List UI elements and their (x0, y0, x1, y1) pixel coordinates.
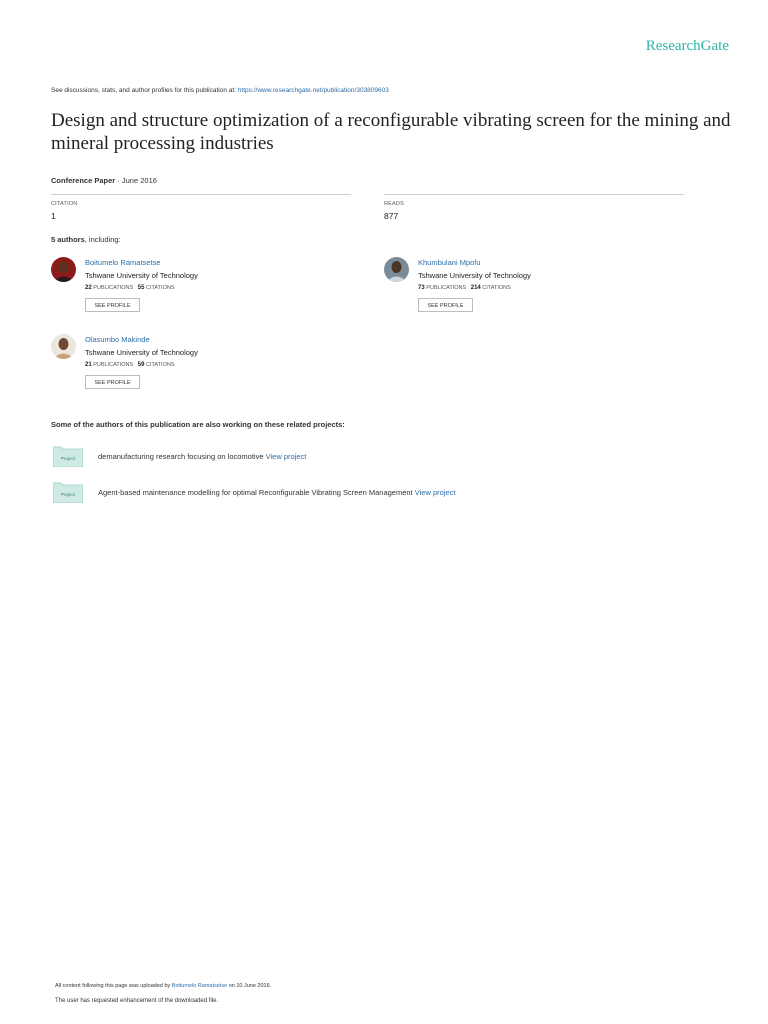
author-card (51, 257, 351, 327)
see-profile-button[interactable]: SEE PROFILE (418, 298, 473, 312)
see-profile-button[interactable]: SEE PROFILE (85, 298, 140, 312)
author-card (51, 334, 351, 404)
citation-label: CITATION (51, 201, 78, 207)
discussions-text: See discussions, stats, and author profiles for this publication at: (51, 87, 236, 94)
author-citations-count: 59 (137, 362, 145, 368)
divider-left (51, 194, 351, 195)
view-project-link[interactable]: View project (414, 488, 456, 497)
author-publications-count: 21 (85, 362, 92, 368)
view-project-link[interactable]: View project (265, 452, 307, 461)
enhancement-note: The user has requested enhancement of the downloaded file. (55, 998, 219, 1004)
author-publications-label: PUBLICATIONS (93, 285, 134, 291)
author-institution: Tshwane University of Technology (85, 271, 198, 280)
author-citations-count: 214 (470, 285, 481, 291)
authors-count: 5 authors (51, 235, 85, 244)
divider-right (384, 194, 684, 195)
author-publications-count: 73 (418, 285, 425, 291)
publication-meta: Conference Paper · June 2016 (51, 176, 157, 185)
project-folder-icon (53, 445, 83, 467)
author-avatar[interactable] (51, 334, 76, 359)
publication-date: June 2016 (121, 176, 157, 185)
project-icon-label: Project (60, 492, 76, 497)
author-institution: Tshwane University of Technology (85, 348, 198, 357)
project-item (51, 445, 611, 467)
researchgate-logo[interactable]: ResearchGate (645, 38, 729, 54)
author-publications-label: PUBLICATIONS (93, 362, 134, 368)
publication-url-link[interactable]: https://www.researchgate.net/publication/303809603 (237, 87, 389, 94)
citation-count: 1 (51, 211, 56, 221)
upload-suffix: on 10 June 2016. (228, 983, 272, 989)
project-folder-icon (53, 481, 83, 503)
author-citations-label: CITATIONS (145, 362, 175, 368)
author-stats (85, 285, 175, 291)
author-publications-label: PUBLICATIONS (426, 285, 467, 291)
author-citations-label: CITATIONS (145, 285, 175, 291)
author-institution: Tshwane University of Technology (418, 271, 531, 280)
reads-label: READS (384, 201, 404, 207)
upload-prefix: All content following this page was uploaded by (55, 983, 171, 989)
project-title: demanufacturing research focusing on locomotive (98, 452, 264, 461)
project-text (98, 488, 455, 497)
see-profile-button[interactable]: SEE PROFILE (85, 375, 140, 389)
related-projects-heading: Some of the authors of this publication are also working on these related projects: (51, 420, 345, 429)
author-name-link[interactable]: Olasumbo Makinde (85, 335, 150, 344)
authors-heading (51, 235, 121, 244)
project-icon-label: Project (60, 456, 76, 461)
author-card (384, 257, 684, 327)
reads-count: 877 (384, 211, 399, 221)
author-avatar[interactable] (51, 257, 76, 282)
uploader-link[interactable]: Boitumelo Ramatsetse (171, 983, 228, 989)
discussions-line (51, 87, 389, 94)
author-stats (418, 285, 511, 291)
project-text (98, 452, 306, 461)
author-publications-count: 22 (85, 285, 92, 291)
author-citations-count: 55 (137, 285, 145, 291)
publication-title: Design and structure optimization of a reconfigurable vibrating screen for the mining and mineral processing industries (51, 110, 731, 154)
upload-note (55, 983, 271, 989)
author-avatar[interactable] (384, 257, 409, 282)
project-title: Agent-based maintenance modelling for optimal Reconfigurable Vibrating Screen Management (98, 488, 413, 497)
author-name-link[interactable]: Khumbulani Mpofu (418, 258, 481, 267)
authors-suffix: , including: (84, 235, 121, 244)
author-stats (85, 362, 175, 368)
author-name-link[interactable]: Boitumelo Ramatsetse (85, 258, 161, 267)
author-citations-label: CITATIONS (482, 285, 511, 291)
project-item (51, 481, 611, 503)
publication-type: Conference Paper (51, 176, 116, 185)
